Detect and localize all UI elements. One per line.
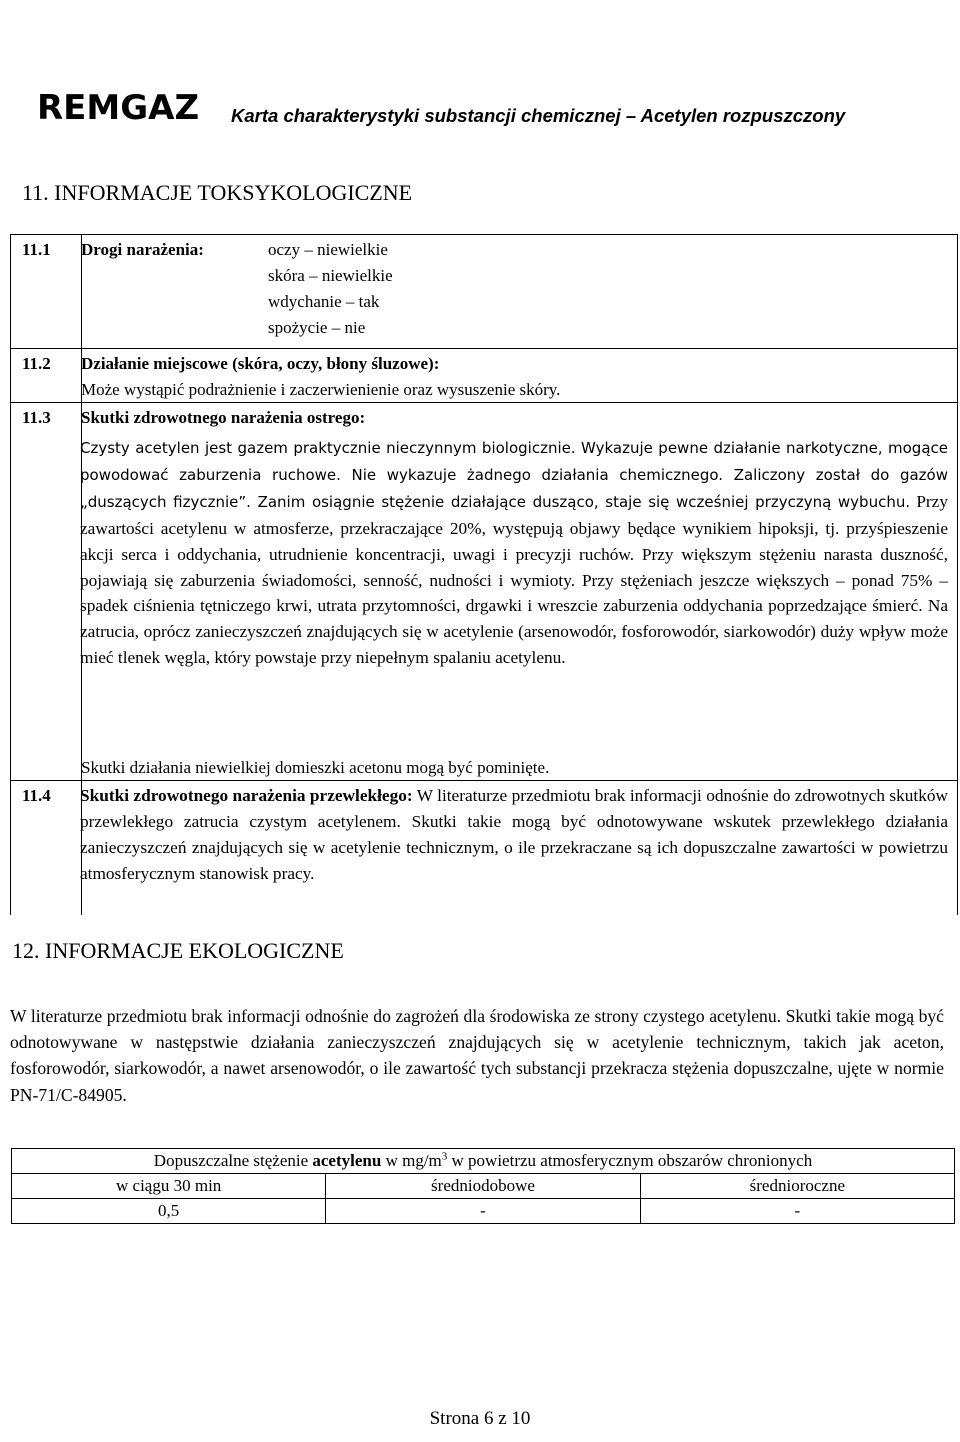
section-paragraph xyxy=(80,783,948,887)
row-divider xyxy=(11,348,957,349)
section-note: Skutki działania niewielkiej domieszki acetonu mogą być pominięte. xyxy=(81,758,550,777)
section-label: Skutki zdrowotnego narażenia przewlekłego: xyxy=(80,786,413,805)
section-label: Skutki zdrowotnego narażenia ostrego: xyxy=(81,408,366,427)
section-paragraph xyxy=(80,435,948,671)
section-number: 11.2 xyxy=(22,354,51,373)
document-title: Karta charakterystyki substancji chemicznej – Acetylen rozpuszczony xyxy=(231,105,846,126)
section-number: 11.3 xyxy=(22,408,51,427)
limits-table xyxy=(11,1148,955,1224)
table-cell: - xyxy=(326,1199,640,1224)
page-header xyxy=(37,88,937,136)
row-divider xyxy=(11,402,957,403)
column-header: średniodobowe xyxy=(326,1174,640,1199)
paragraph-serif-part: Przy zawartości acetylenu w atmosferze, przekraczające 20%, występują objawy będące wynikiem hipoksji, tj. przyśpieszenie akcji serca i oddychania, utrudnienie koncentracji, uwagi i precyzji ruchów. Przy większym stężeniu narasta duszność, pojawiają się zaburzenia świadomości, senność, nudności i wymioty. Przy stężeniach jeszcze większych – ponad 75% – spadek ciśnienia tętniczego krwi, utrata przytomności, drgawki i wreszcie zaburzenia oddychania poprzedzające śmierć. Na zatrucia, oprócz zanieczyszczeń znajdujących się w acetylenie (arsenowodór, fosforowodór, siarkowodór) duży wpływ może mieć tlenek węgla, który powstaje przy niepełnym spalaniu acetylenu. xyxy=(80,491,948,668)
table-cell: - xyxy=(640,1199,954,1224)
table-caption: Dopuszczalne stężenie acetylenu w $mg/m^3$ w powietrzu atmosferycznym obszarów chronionych xyxy=(12,1149,955,1174)
section-text: Może wystąpić podrażnienie i zaczerwienienie oraz wysuszenie skóry. xyxy=(81,380,561,399)
section-number: 11.4 xyxy=(22,786,51,805)
section-12-paragraph: W literaturze przedmiotu brak informacji odnośnie do zagrożeń dla środowiska ze strony czystego acetylenu. Skutki takie mogą być odnotowywane w następstwie działania zanieczyszczeń znajdujących się w acetylenie technicznym, takich jak aceton, fosforowodór, siarkowodór, a nawet arsenowodór, o ile zawartość tych substancji przekracza stężenia dopuszczalne, ujęte w normie PN-71/C-84905. xyxy=(10,1006,944,1105)
section-label: Działanie miejscowe (skóra, oczy, błony śluzowe): xyxy=(81,354,440,373)
section-label: Drogi narażenia: xyxy=(81,240,204,259)
exposure-route: spożycie – nie xyxy=(268,318,366,337)
exposure-route: wdychanie – tak xyxy=(268,292,380,311)
table-cell: 0,5 xyxy=(12,1199,326,1224)
exposure-route: oczy – niewielkie xyxy=(268,240,388,259)
paragraph-sans-part: Czysty acetylen jest gazem praktycznie nieczynnym biologicznie. Wykazuje pewne działanie narkotyczne, mogące powodować zaburzenia ruchowe. Nie wykazuje żadnego działania chemicznego. Zaliczony został do gazów „duszących fizycznie”. Zanim osiągnie stężenie działające dusząco, staje się wcześniej przyczyną wybuchu. xyxy=(80,439,948,511)
section-number: 11.1 xyxy=(22,240,51,259)
company-logo: REMGAZ xyxy=(37,88,200,128)
section-11-heading: 11. INFORMACJE TOKSYKOLOGICZNE xyxy=(22,180,413,205)
paragraph-text: W literaturze przedmiotu brak informacji odnośnie do zdrowotnych skutków przewlekłego zatrucia czystym acetylenem. Skutki takie mogą być odnotowywane wskutek przewlekłego działania zanieczyszczeń znajdujących się w acetylenie technicznym, o ile przekraczane są ich dopuszczalne zawartości w powietrzu atmosferycznym stanowisk pracy. xyxy=(80,786,948,883)
column-header: średnioroczne xyxy=(640,1174,954,1199)
column-header: w ciągu 30 min xyxy=(12,1174,326,1199)
row-divider xyxy=(11,780,957,781)
exposure-route: skóra – niewielkie xyxy=(268,266,393,285)
page-number: Strona 6 z 10 xyxy=(429,1408,531,1429)
section-12-heading: 12. INFORMACJE EKOLOGICZNE xyxy=(12,938,344,963)
